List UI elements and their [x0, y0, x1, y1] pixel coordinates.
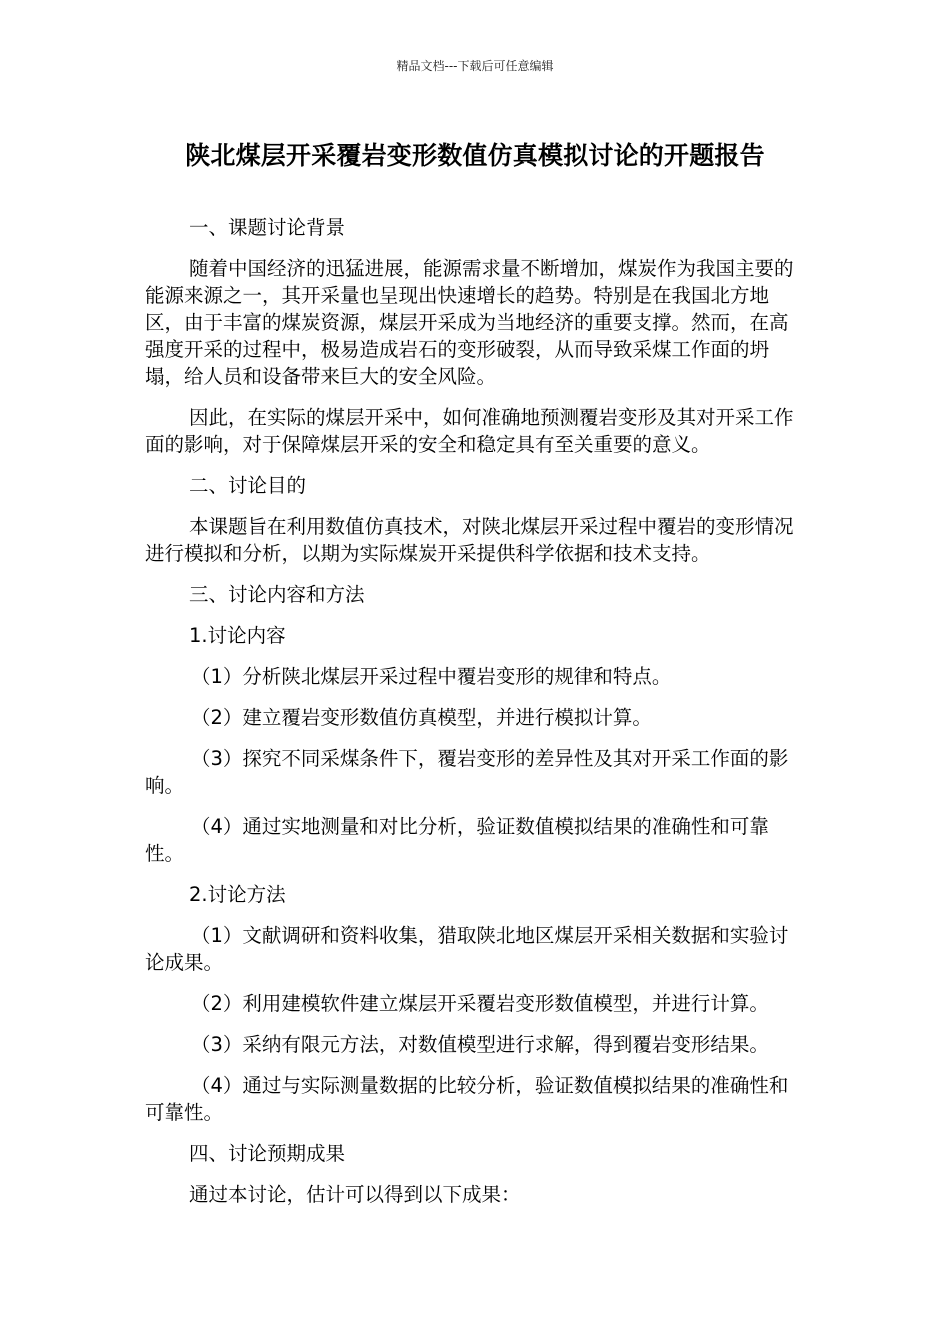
content-item-2: （2）建立覆岩变形数值仿真模型，并进行模拟计算。	[191, 706, 652, 729]
content-item-1: （1）分析陕北煤层开采过程中覆岩变形的规律和特点。	[191, 665, 672, 688]
content-item-4: （4）通过实地测量和对比分析，验证数值模拟结果的准确性和可靠性。	[145, 815, 769, 865]
paragraph-expected-results: 通过本讨论，估计可以得到以下成果：	[189, 1183, 521, 1206]
document-title: 陕北煤层开采覆岩变形数值仿真模拟讨论的开题报告	[185, 141, 765, 170]
method-item-4: （4）通过与实际测量数据的比较分析，验证数值模拟结果的准确性和可靠性。	[145, 1074, 789, 1124]
method-item-2: （2）利用建模软件建立煤层开采覆岩变形数值模型，并进行计算。	[191, 992, 769, 1015]
header-note: 精品文档---下载后可任意编辑	[396, 59, 554, 73]
document-body	[145, 214, 807, 1222]
method-item-3: （3）采纳有限元方法，对数值模型进行求解，得到覆岩变形结果。	[191, 1033, 769, 1056]
paragraph-background-2: 因此，在实际的煤层开采中，如何准确地预测覆岩变形及其对开采工作面的影响，对于保障煤层开采的安全和稳定具有至关重要的意义。	[145, 406, 794, 456]
content-item-3: （3）探究不同采煤条件下，覆岩变形的差异性及其对开采工作面的影响。	[145, 747, 789, 797]
subheading-content: 1.讨论内容	[189, 624, 286, 647]
section-heading-content-methods: 三、讨论内容和方法	[189, 583, 365, 606]
subheading-methods: 2.讨论方法	[189, 883, 286, 906]
section-heading-purpose: 二、讨论目的	[189, 474, 307, 497]
method-item-1: （1）文献调研和资料收集，猎取陕北地区煤层开采相关数据和实验讨论成果。	[145, 924, 789, 974]
paragraph-purpose: 本课题旨在利用数值仿真技术，对陕北煤层开采过程中覆岩的变形情况进行模拟和分析，以期为实际煤炭开采提供科学依据和技术支持。	[145, 515, 794, 565]
section-heading-expected-results: 四、讨论预期成果	[189, 1142, 346, 1165]
paragraph-background-1: 随着中国经济的迅猛进展，能源需求量不断增加，煤炭作为我国主要的能源来源之一，其开采量也呈现出快速增长的趋势。特别是在我国北方地区，由于丰富的煤炭资源，煤层开采成为当地经济的重要支撑。然而，在高强度开采的过程中，极易造成岩石的变形破裂，从而导致采煤工作面的坍塌，给人员和设备带来巨大的安全风险。	[145, 257, 794, 388]
section-heading-background: 一、课题讨论背景	[189, 216, 346, 239]
